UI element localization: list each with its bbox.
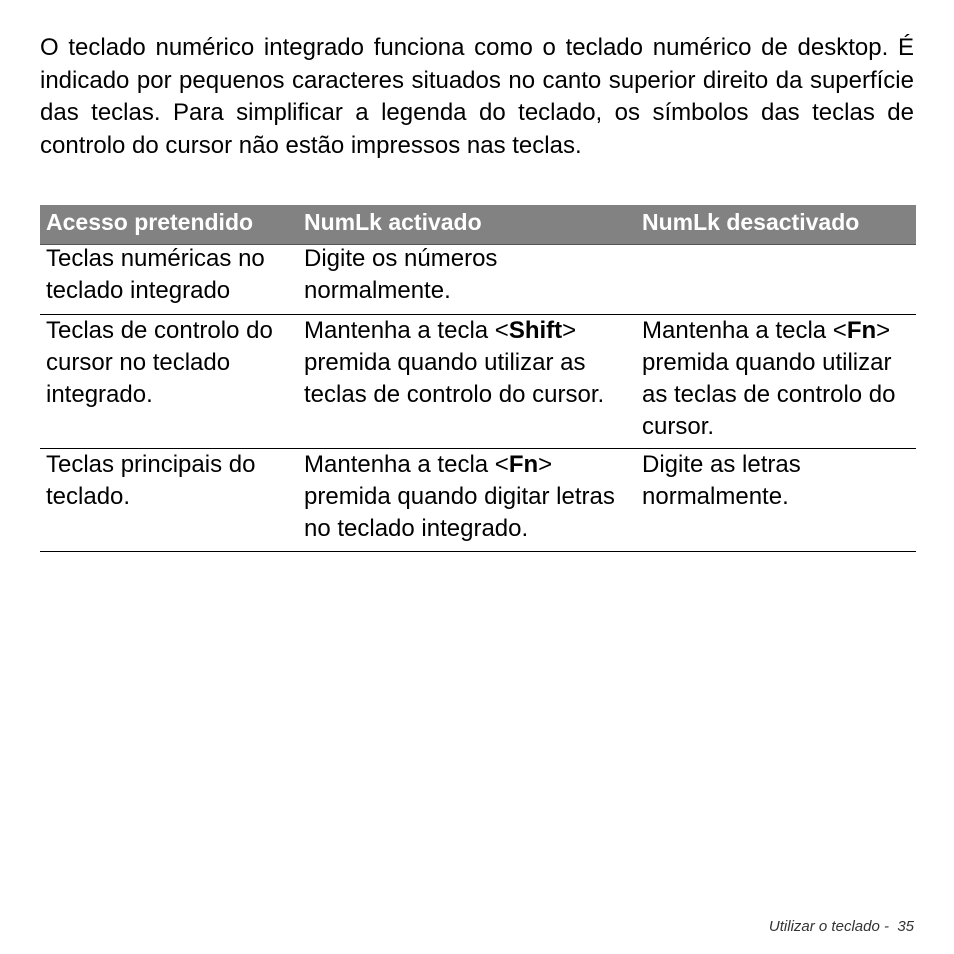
cell-numlk-off <box>636 315 916 448</box>
cell-text: Mantenha a tecla < <box>642 317 847 344</box>
table-header-row <box>40 205 916 245</box>
page-footer <box>769 918 914 935</box>
cell-text: Mantenha a tecla < <box>304 317 509 344</box>
cell-numlk-off <box>636 243 916 314</box>
key-name: Shift <box>508 317 563 344</box>
page-number: 35 <box>897 918 914 935</box>
cell-numlk-off: Digite as letras normalmente. <box>642 451 801 510</box>
table-row <box>40 315 916 449</box>
header-numlk-on: NumLk activado <box>304 209 482 235</box>
key-name: Fn <box>508 451 539 478</box>
cell-access: Teclas numéricas no teclado integrado <box>46 245 265 304</box>
header-access: Acesso pretendido <box>46 209 254 235</box>
cell-numlk-on <box>298 315 636 448</box>
cell-access: Teclas principais do teclado. <box>46 451 256 510</box>
cell-text: > premida quando utilizar as teclas de controlo do cursor. <box>642 317 896 440</box>
numlock-table <box>40 205 916 552</box>
key-name: Fn <box>846 317 877 344</box>
header-numlk-off: NumLk desactivado <box>642 209 860 235</box>
cell-numlk-on: Digite os números normalmente. <box>304 245 498 304</box>
intro-paragraph: O teclado numérico integrado funciona como o teclado numérico de desktop. É indicado por pequenos caracteres situados no canto superior direito da superfície das teclas. Para simplificar a legenda do teclado, os símbolos das teclas de controlo do cursor não estão impressos nas teclas. <box>40 34 914 159</box>
table-row <box>40 449 916 552</box>
cell-text: > premida quando digitar letras no teclado integrado. <box>304 451 615 542</box>
footer-section: Utilizar o teclado - <box>768 918 889 935</box>
cell-access: Teclas de controlo do cursor no teclado integrado. <box>46 317 273 408</box>
table-row <box>40 245 916 315</box>
cell-text: > premida quando utilizar as teclas de controlo do cursor. <box>304 317 605 408</box>
cell-text: Mantenha a tecla < <box>304 451 509 478</box>
cell-numlk-on <box>298 449 636 551</box>
